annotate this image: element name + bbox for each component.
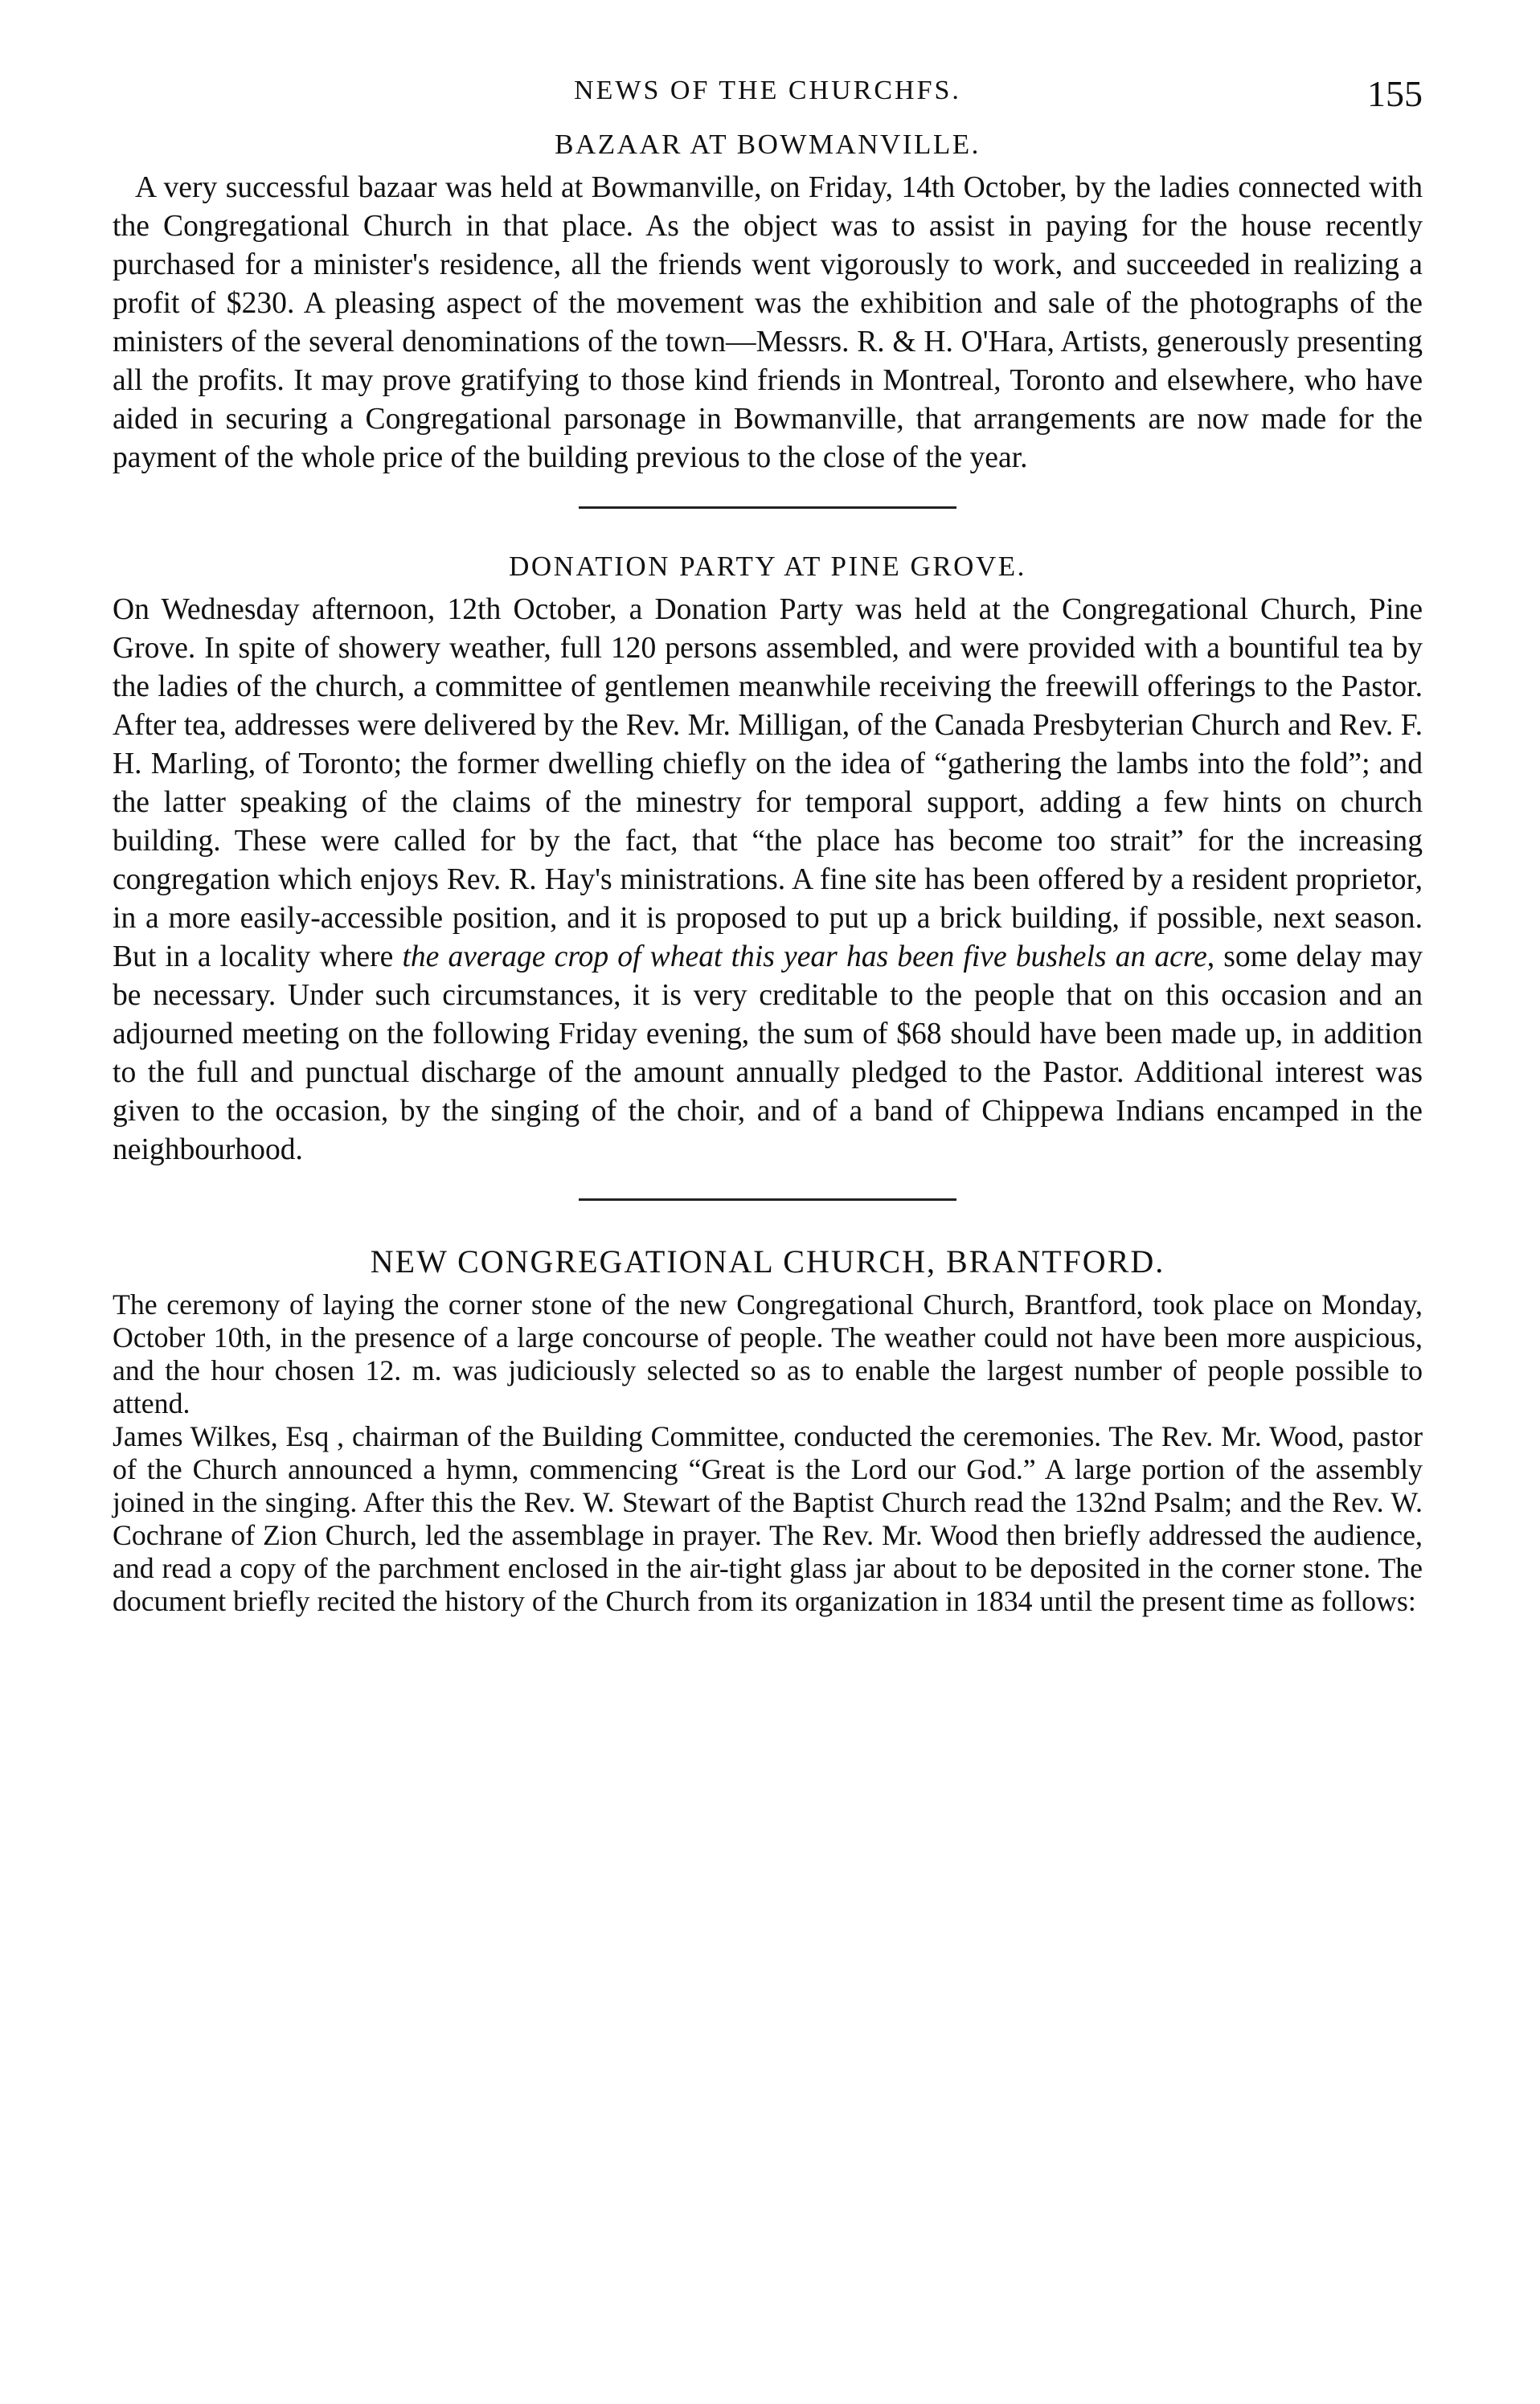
section-heading: NEW CONGREGATIONAL CHURCH, BRANTFORD. bbox=[370, 1243, 1165, 1280]
paragraph-text: , some delay may be necessary. Under such circumstances, it is very creditable to the people that on this occasion and an adjourned meeting on the following Friday evening, the sum of $68 should have been made up, in addition to the full and punctual discharge of the amount annually pledged to the Pastor. Additional interest was given to the occasion, by the singing of the choir, and of a band of Chippewa Indians encamped in the neighbourhood. bbox=[113, 940, 1423, 1166]
article-paragraph: A very successful bazaar was held at Bowmanville, on Friday, 14th October, by the ladies connected with the Congregational Church in that place. As the object was to assist in paying for the house recently purchased for a minister's residence, all the friends went vigorously to work, and succeeded in realizing a profit of $230. A pleasing aspect of the movement was the exhibition and sale of the photographs of the ministers of the several denominations of the town—Messrs. R. & H. O'Hara, Artists, generously presenting all the profits. It may prove gratifying to those kind friends in Montreal, Toronto and elsewhere, who have aided in securing a Congregational parsonage in Bowmanville, that arrangements are now made for the payment of the whole price of the building previous to the close of the year. bbox=[113, 171, 1423, 474]
article-bazaar bbox=[113, 129, 1423, 477]
italic-text: the average crop of wheat this year has been five bushels an acre bbox=[402, 940, 1207, 973]
section-heading: DONATION PARTY AT PINE GROVE. bbox=[509, 551, 1026, 582]
section-divider bbox=[579, 506, 956, 509]
article-brantford-church bbox=[113, 1243, 1423, 1618]
section-heading: BAZAAR AT BOWMANVILLE. bbox=[555, 129, 981, 160]
page bbox=[113, 72, 1423, 1618]
running-header bbox=[113, 72, 1423, 129]
page-number: 155 bbox=[1367, 73, 1423, 114]
section-divider bbox=[579, 1198, 956, 1201]
article-paragraph: James Wilkes, Esq , chairman of the Building Committee, conducted the ceremonies. The Rev. Mr. Wood, pastor of the Church announced a hymn, commencing “Great is the Lord our God.” A large portion of the assembly joined in the singing. After this the Rev. W. Stewart of the Baptist Church read the 132nd Psalm; and the Rev. W. Cochrane of Zion Church, led the assemblage in prayer. The Rev. Mr. Wood then briefly addressed the audience, and read a copy of the parchment enclosed in the air-tight glass jar about to be deposited in the corner stone. The document briefly recited the history of the Church from its organization in 1834 until the present time as follows: bbox=[113, 1420, 1423, 1617]
article-donation-party bbox=[113, 551, 1423, 1169]
paragraph-text: On Wednesday afternoon, 12th October, a Donation Party was held at the Congregational Church, Pine Grove. In spite of showery weather, full 120 persons assembled, and were provided with a bountiful tea by the ladies of the church, a committee of gentlemen meanwhile receiving the freewill offerings to the Pastor. After tea, addresses were delivered by the Rev. Mr. Milligan, of the Canada Presbyterian Church and Rev. F. H. Marling, of Toronto; the former dwelling chiefly on the idea of “gathering the lambs into the fold”; and the latter speaking of the claims of the minestry for temporal support, adding a few hints on church building. These were called for by the fact, that “the place has become too strait” for the increasing congregation which enjoys Rev. R. Hay's ministrations. A fine site has been offered by a resident proprietor, in a more easily-accessible position, and it is proposed to put up a brick building, if possible, next season. But in a locality where bbox=[113, 593, 1423, 973]
running-title: NEWS OF THE CHURCHFS. bbox=[574, 76, 961, 105]
article-paragraph: The ceremony of laying the corner stone of the new Congregational Church, Brantford, took place on Monday, October 10th, in the presence of a large concourse of people. The weather could not have been more auspicious, and the hour chosen 12. m. was judiciously selected so as to enable the largest number of people possible to attend. bbox=[113, 1288, 1423, 1419]
article-paragraph bbox=[113, 591, 1423, 1169]
